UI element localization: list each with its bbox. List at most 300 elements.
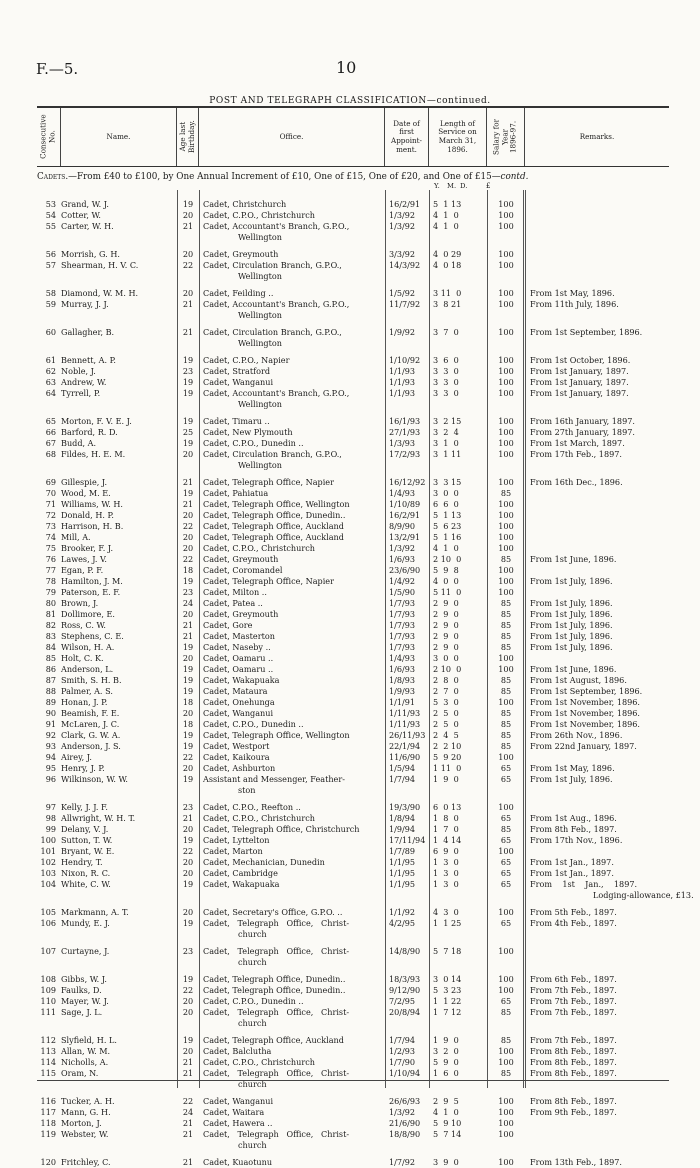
table-row (37, 697, 669, 708)
cell-date: 1/10/89 (389, 499, 421, 509)
cell-len: 3 0 0 (433, 653, 459, 663)
cell-office: Cadet, Telegraph Office, Dunedin.. (203, 510, 346, 520)
cell-name: Budd, A. (61, 438, 97, 448)
cell-len: 1 4 14 (433, 835, 462, 845)
cell-sal: 100 (498, 907, 514, 917)
cell-date: 3/3/92 (389, 249, 416, 259)
cell-office: Cadet, Wanganui (203, 708, 274, 718)
cell-rem: From 1st September, 1896. (530, 327, 643, 337)
cell-no: 71 (45, 499, 56, 509)
cell-sal: 85 (500, 631, 512, 641)
cell-date: 16/2/91 (389, 199, 421, 209)
cell-office-continuation: Wellington (238, 271, 282, 281)
cell-office: Cadet, Coromandel (203, 565, 283, 575)
cell-date: 26/6/93 (389, 1096, 421, 1106)
unit-day: D. (460, 182, 468, 190)
table-row (37, 299, 669, 310)
cell-name: Curtayne, J. (61, 946, 110, 956)
cell-name: Slyfield, H. L. (61, 1035, 117, 1045)
table-row (37, 366, 669, 377)
cell-sal: 100 (498, 985, 514, 995)
table-row (37, 918, 669, 929)
cell-office-continuation: Wellington (238, 310, 282, 320)
cell-sal: 100 (498, 210, 514, 220)
cell-no: 109 (40, 985, 56, 995)
cell-sal: 100 (498, 697, 514, 707)
cell-name: Bennett, A. P. (61, 355, 116, 365)
cell-age: 18 (182, 719, 194, 729)
cell-date: 1/7/92 (389, 1157, 416, 1167)
cell-date: 14/3/92 (389, 260, 421, 270)
table-row (37, 1035, 669, 1046)
cell-age: 23 (182, 946, 194, 956)
cell-no: 89 (45, 697, 56, 707)
cell-office-continuation: church (238, 1018, 267, 1028)
header-remarks: Remarks. (579, 131, 615, 141)
cell-no: 69 (45, 477, 56, 487)
cell-rem: From 1st January, 1897. (530, 366, 629, 376)
cell-office: Cadet, Wanganui (203, 377, 274, 387)
cell-age: 20 (182, 449, 194, 459)
cell-sal: 85 (500, 488, 512, 498)
table-row (37, 377, 669, 388)
cell-len: 5 3 23 (433, 985, 462, 995)
table-row (37, 1129, 669, 1140)
cell-len: 6 6 0 (433, 499, 459, 509)
cell-date: 1/1/92 (389, 907, 416, 917)
cell-no: 59 (45, 299, 56, 309)
cell-office: Cadet, Naseby .. (203, 642, 271, 652)
cell-date: 1/7/93 (389, 631, 416, 641)
cell-office-continuation: church (238, 929, 267, 939)
cell-age: 20 (182, 907, 194, 917)
cell-name: Wilkinson, W. W. (61, 774, 128, 784)
table-row (37, 532, 669, 543)
cell-rem: From 1st September, 1896. (530, 686, 643, 696)
cell-office: Cadet, Marton (203, 846, 263, 856)
cell-age: 23 (182, 802, 194, 812)
cell-len: 2 9 5 (433, 1096, 459, 1106)
cell-no: 95 (45, 763, 56, 773)
cell-age: 19 (182, 388, 194, 398)
cell-len: 2 9 0 (433, 609, 459, 619)
cell-len: 3 1 11 (433, 449, 462, 459)
cell-office: Cadet, Milton .. (203, 587, 267, 597)
cell-age: 19 (182, 199, 194, 209)
cell-age: 19 (182, 879, 194, 889)
table-row (37, 752, 669, 763)
cell-len: 3 1 0 (433, 438, 459, 448)
cell-office: Cadet, Stratford (203, 366, 271, 376)
cell-len: 1 9 0 (433, 1035, 459, 1045)
cell-age: 24 (182, 1107, 194, 1117)
table-row (37, 675, 669, 686)
cell-date: 13/2/91 (389, 532, 421, 542)
cell-age: 19 (182, 774, 194, 784)
table-row (37, 996, 669, 1007)
cell-len: 3 3 0 (433, 377, 459, 387)
cell-date: 4/2/95 (389, 918, 416, 928)
cell-no: 58 (45, 288, 56, 298)
cell-rem: From 8th Feb., 1897. (530, 1057, 617, 1067)
table-row (37, 719, 669, 730)
cell-no: 62 (45, 366, 56, 376)
cell-name: Nicholls, A. (61, 1057, 109, 1067)
cell-no: 85 (45, 653, 56, 663)
cell-date: 1/9/94 (389, 824, 416, 834)
cell-age: 21 (182, 1129, 194, 1139)
cell-office: Cadet, Accountant's Branch, G.P.O., (203, 388, 350, 398)
cell-name: Andrew, W. (61, 377, 107, 387)
cell-date: 1/4/93 (389, 488, 416, 498)
cell-office-continuation: Wellington (238, 399, 282, 409)
cell-office-continuation: Wellington (238, 338, 282, 348)
cell-len: 1 1 25 (433, 918, 462, 928)
cell-age: 21 (182, 221, 194, 231)
cell-name: Mill, A. (61, 532, 91, 542)
cell-no: 76 (45, 554, 56, 564)
cell-sal: 100 (498, 366, 514, 376)
cell-age: 23 (182, 366, 194, 376)
cell-len: 5 11 0 (433, 587, 462, 597)
cell-no: 101 (40, 846, 56, 856)
cell-age: 18 (182, 697, 194, 707)
cell-no: 103 (40, 868, 56, 878)
cell-rem: From 1st July, 1896. (530, 631, 613, 641)
cell-no: 92 (45, 730, 56, 740)
cell-rem: From 8th Feb., 1897. (530, 824, 617, 834)
cell-sal: 65 (500, 857, 512, 867)
cell-rem: From 8th Feb., 1897. (530, 1096, 617, 1106)
cell-name: Webster, W. (61, 1129, 109, 1139)
page-title: POST AND TELEGRAPH CLASSIFICATION—continued. (209, 96, 491, 106)
cell-len: 4 1 0 (433, 210, 459, 220)
table-row (37, 260, 669, 271)
cell-name: Oram, N. (61, 1068, 99, 1078)
cell-office: Cadet, Feilding .. (203, 288, 274, 298)
cell-name: Faulks, D. (61, 985, 102, 995)
cell-date: 1/7/93 (389, 642, 416, 652)
cell-name: Brown, J. (61, 598, 99, 608)
cell-no: 107 (40, 946, 56, 956)
cell-name: Grand, W. J. (61, 199, 109, 209)
table-row (37, 631, 669, 642)
cell-sal: 85 (500, 741, 512, 751)
cell-name: Delany, V. J. (61, 824, 109, 834)
cell-date: 1/7/93 (389, 609, 416, 619)
cell-name: Fritchley, C. (61, 1157, 111, 1167)
table-row (37, 620, 669, 631)
table-row (37, 449, 669, 460)
cell-no: 53 (45, 199, 56, 209)
cell-len: 3 0 0 (433, 488, 459, 498)
cell-len: 1 1 22 (433, 996, 462, 1006)
table-row (37, 210, 669, 221)
table-row (37, 857, 669, 868)
section-suffix: contd. (500, 172, 529, 182)
table-row (37, 686, 669, 697)
cell-sal: 100 (498, 327, 514, 337)
cell-office: Cadet, Telegraph Office, Auckland (203, 532, 344, 542)
cell-rem: From 16th Dec., 1896. (530, 477, 623, 487)
cell-len: 5 9 0 (433, 1057, 459, 1067)
cell-office: Cadet, Telegraph Office, Dunedin.. (203, 985, 346, 995)
cell-no: 98 (45, 813, 56, 823)
cell-sal: 100 (498, 1107, 514, 1117)
cell-no: 99 (45, 824, 56, 834)
table-row (37, 327, 669, 338)
cell-name: Ross, C. W. (61, 620, 106, 630)
cell-name: Clark, G. W. A. (61, 730, 121, 740)
cell-sal: 100 (498, 664, 514, 674)
table-row (37, 488, 669, 499)
section-heading (37, 172, 677, 182)
cell-no: 87 (45, 675, 56, 685)
cell-age: 20 (182, 653, 194, 663)
cell-sal: 85 (500, 1068, 512, 1078)
cell-sal: 100 (498, 752, 514, 762)
table-header (37, 106, 669, 167)
table-row (37, 1046, 669, 1057)
cell-len: 5 1 13 (433, 510, 462, 520)
cell-len: 2 2 10 (433, 741, 462, 751)
cell-sal: 85 (500, 719, 512, 729)
cell-office: Cadet, Hawera .. (203, 1118, 273, 1128)
cell-name: Lawes, J. V. (61, 554, 107, 564)
cell-no: 117 (40, 1107, 56, 1117)
cell-sal: 100 (498, 1118, 514, 1128)
cell-date: 1/11/93 (389, 719, 421, 729)
cell-sal: 65 (500, 868, 512, 878)
cell-age: 21 (182, 327, 194, 337)
cell-len: 2 10 0 (433, 664, 462, 674)
table-row (37, 763, 669, 774)
cell-office: Assistant and Messenger, Feather- (203, 774, 345, 784)
header-office: Office. (199, 108, 385, 166)
cell-sal: 85 (500, 1035, 512, 1045)
table-row (37, 642, 669, 653)
cell-rem: From 4th Feb., 1897. (530, 918, 617, 928)
cell-rem: From 1st June, 1896. (530, 664, 617, 674)
cell-no: 70 (45, 488, 56, 498)
cell-age: 20 (182, 857, 194, 867)
cell-age: 22 (182, 846, 194, 856)
table-row (37, 598, 669, 609)
cell-len: 3 3 0 (433, 366, 459, 376)
cell-name: Tucker, A. H. (61, 1096, 115, 1106)
cell-date: 1/6/93 (389, 664, 416, 674)
cell-len: 3 9 0 (433, 1157, 459, 1167)
cell-no: 56 (45, 249, 56, 259)
cell-age: 21 (182, 477, 194, 487)
cell-date: 1/6/93 (389, 554, 416, 564)
cell-no: 81 (45, 609, 56, 619)
cell-age: 19 (182, 835, 194, 845)
cell-rem: From 16th January, 1897. (530, 416, 635, 426)
header-length-service: Length of Service on March 31, 1896. (429, 108, 487, 166)
cell-sal: 100 (498, 510, 514, 520)
cell-len: 2 9 0 (433, 620, 459, 630)
table-row (37, 576, 669, 587)
cell-len: 4 1 0 (433, 1107, 459, 1117)
cell-no: 96 (45, 774, 56, 784)
cell-rem: From 1st July, 1896. (530, 642, 613, 652)
cell-sal: 100 (498, 1096, 514, 1106)
cell-office: Cadet, Telegraph Office, Christ- (203, 1068, 350, 1078)
cell-office: Cadet, Oamaru .. (203, 664, 274, 674)
cell-age: 20 (182, 824, 194, 834)
cell-name: Carter, W. H. (61, 221, 114, 231)
cell-rem: From 1st Jan., 1897. (530, 868, 614, 878)
cell-no: 83 (45, 631, 56, 641)
cell-office: Cadet, C.P.O., Dunedin .. (203, 438, 304, 448)
cell-name: Mayer, W. J. (61, 996, 109, 1006)
table-row (37, 355, 669, 366)
cell-name: Bryant, W. E. (61, 846, 115, 856)
cell-rem: From 1st June, 1896. (530, 554, 617, 564)
cell-office: Cadet, Greymouth (203, 554, 279, 564)
cell-no: 119 (40, 1129, 56, 1139)
cell-sal: 65 (500, 835, 512, 845)
cell-office: Cadet, Greymouth (203, 609, 279, 619)
cell-len: 3 8 21 (433, 299, 462, 309)
table-row (37, 565, 669, 576)
table-row (37, 802, 669, 813)
cell-office: Cadet, C.P.O., Christchurch (203, 1057, 315, 1067)
cell-no: 86 (45, 664, 56, 674)
cell-date: 1/3/92 (389, 1107, 416, 1117)
table-row (37, 199, 669, 210)
cell-no: 108 (40, 974, 56, 984)
table-row (37, 438, 669, 449)
cell-date: 18/8/90 (389, 1129, 421, 1139)
cell-no: 64 (45, 388, 56, 398)
cell-no: 118 (40, 1118, 56, 1128)
table-row (37, 813, 669, 824)
cell-office: Cadet, Telegraph Office, Auckland (203, 1035, 344, 1045)
cell-rem: From 1st October, 1896. (530, 355, 631, 365)
cell-sal: 100 (498, 438, 514, 448)
cell-date: 1/5/90 (389, 587, 416, 597)
cell-age: 20 (182, 288, 194, 298)
cell-sal: 85 (500, 1007, 512, 1017)
cell-no: 55 (45, 221, 56, 231)
cell-date: 1/1/95 (389, 857, 416, 867)
cell-date: 1/7/93 (389, 598, 416, 608)
cell-office: Cadet, Accountant's Branch, G.P.O., (203, 221, 350, 231)
cell-date: 21/6/90 (389, 1118, 421, 1128)
cell-office: Cadet, Accountant's Branch, G.P.O., (203, 299, 350, 309)
cell-no: 54 (45, 210, 56, 220)
cell-date: 1/8/94 (389, 813, 416, 823)
cell-age: 22 (182, 1096, 194, 1106)
cell-age: 21 (182, 1068, 194, 1078)
cell-date: 1/7/90 (389, 1057, 416, 1067)
cell-no: 111 (40, 1007, 56, 1017)
table-row (37, 587, 669, 598)
cell-no: 91 (45, 719, 56, 729)
cell-no: 66 (45, 427, 56, 437)
cell-office: Cadet, Masterton (203, 631, 275, 641)
cell-len: 1 7 12 (433, 1007, 462, 1017)
table-row (37, 416, 669, 427)
cell-age: 22 (182, 260, 194, 270)
cell-len: 2 9 0 (433, 642, 459, 652)
cell-name: Palmer, A. S. (61, 686, 113, 696)
cell-name: Honan, J. P. (61, 697, 108, 707)
cell-age: 21 (182, 1118, 194, 1128)
table-row (37, 543, 669, 554)
cell-rem: From 1st Aug., 1896. (530, 813, 617, 823)
cell-office: Cadet, Ashburton (203, 763, 276, 773)
cell-name: Murray, J. J. (61, 299, 109, 309)
cell-date: 1/7/94 (389, 1035, 416, 1045)
cell-len: 3 7 0 (433, 327, 459, 337)
cell-age: 23 (182, 587, 194, 597)
cell-sal: 100 (498, 288, 514, 298)
cell-len: 4 1 0 (433, 543, 459, 553)
cell-no: 112 (40, 1035, 56, 1045)
cell-len: 4 0 18 (433, 260, 462, 270)
cell-sal: 100 (498, 260, 514, 270)
cell-rem: From 9th Feb., 1897. (530, 1107, 617, 1117)
cell-age: 19 (182, 664, 194, 674)
cell-age: 18 (182, 565, 194, 575)
cell-no: 110 (40, 996, 56, 1006)
cell-no: 63 (45, 377, 56, 387)
table-row (37, 907, 669, 918)
cell-rem: From 13th Feb., 1897. (530, 1157, 622, 1167)
cell-office: Cadet, Onehunga (203, 697, 275, 707)
cell-rem: From 1st March, 1897. (530, 438, 625, 448)
cell-name: Beamish, F. E. (61, 708, 120, 718)
cell-no: 68 (45, 449, 56, 459)
table-row (37, 221, 669, 232)
cell-date: 22/1/94 (389, 741, 421, 751)
cell-age: 20 (182, 249, 194, 259)
cell-name: Stephens, C. E. (61, 631, 124, 641)
cell-rem: From 22nd January, 1897. (530, 741, 637, 751)
table-row (37, 846, 669, 857)
cell-office: Cadet, Oamaru .. (203, 653, 274, 663)
table-row (37, 974, 669, 985)
table-row (37, 521, 669, 532)
table-row (37, 741, 669, 752)
table-row (37, 946, 669, 957)
cell-rem: From 26th Nov., 1896. (530, 730, 623, 740)
table-row (37, 835, 669, 846)
table-row (37, 824, 669, 835)
cell-len: 5 1 16 (433, 532, 462, 542)
cell-name: Shearman, H. V. C. (61, 260, 139, 270)
cell-age: 24 (182, 598, 194, 608)
cell-len: 2 5 0 (433, 719, 459, 729)
section-label: Cadets. (37, 172, 69, 182)
cell-age: 20 (182, 510, 194, 520)
cell-office: Cadet, Telegraph Office, Wellington (203, 730, 350, 740)
cell-sal: 65 (500, 879, 512, 889)
header-salary: Salary for Year 1896-97. (487, 108, 525, 166)
cell-office: Cadet, Westport (203, 741, 270, 751)
cell-rem: From 7th Feb., 1897. (530, 985, 617, 995)
cell-name: Allwright, W. H. T. (61, 813, 136, 823)
cell-sal: 100 (498, 846, 514, 856)
cell-age: 19 (182, 355, 194, 365)
cell-no: 90 (45, 708, 56, 718)
cell-office: Cadet, Telegraph Office, Dunedin.. (203, 974, 346, 984)
cell-no: 120 (40, 1157, 56, 1167)
cell-name: Noble, J. (61, 366, 96, 376)
